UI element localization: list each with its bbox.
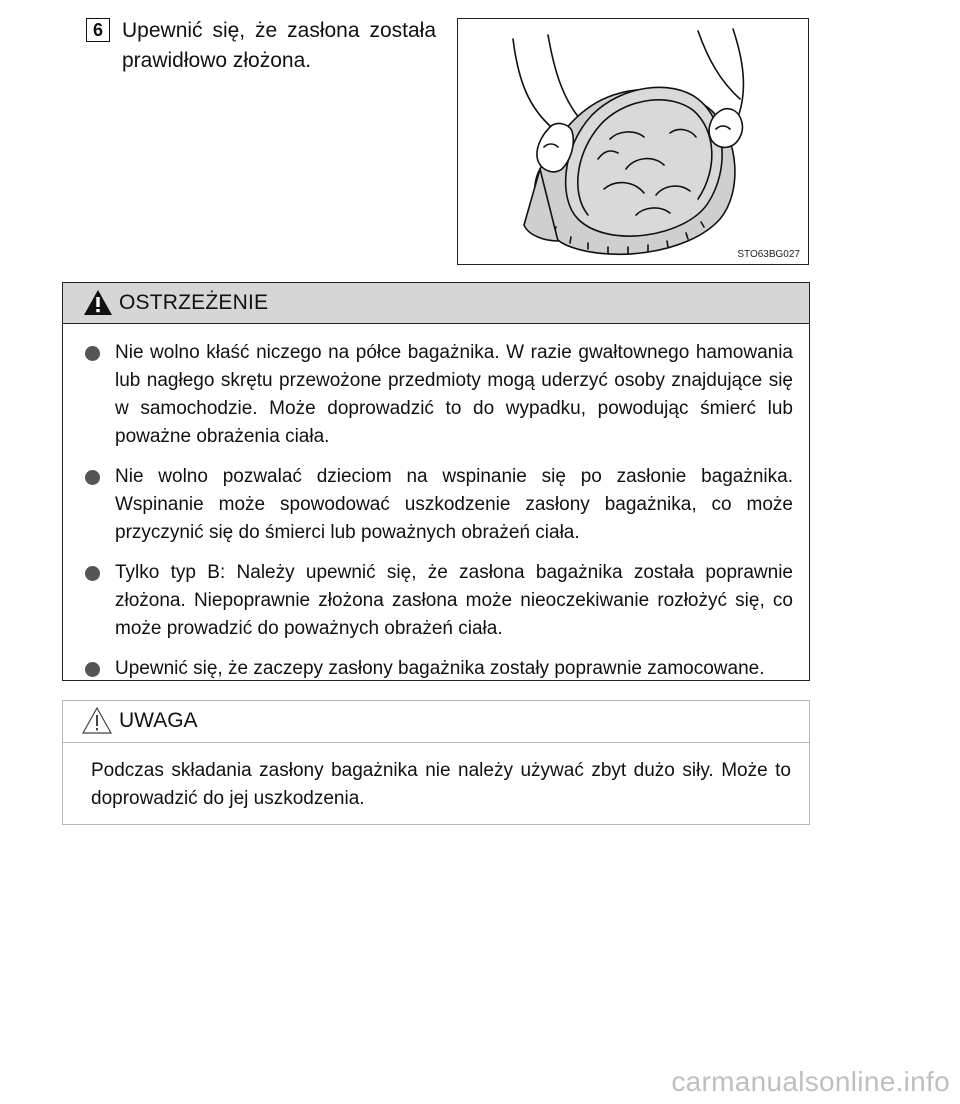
watermark: carmanualsonline.info (671, 1066, 950, 1097)
warning-item (63, 463, 811, 547)
warning-item-text: Nie wolno pozwalać dzieciom na wspinanie się po zasłonie bagażnika. Wspinanie może spowodować uszkodzenie zasłony bagażnika, co może przyczynić się do śmierci lub poważnych obrażeń ciała. (115, 466, 793, 543)
step-number-badge: 6 (86, 18, 110, 42)
folded-cover-illustration (458, 19, 807, 263)
bullet-icon (85, 470, 100, 485)
warning-header (63, 283, 809, 324)
bullet-icon (85, 662, 100, 677)
notice-box (62, 700, 810, 825)
warning-title: OSTRZEŻENIE (119, 291, 269, 314)
warning-box (62, 282, 810, 681)
warning-item-text: Upewnić się, że zaczepy zasłony bagażnika zostały poprawnie zamocowane. (115, 658, 765, 679)
warning-triangle-icon (83, 289, 113, 316)
notice-title: UWAGA (119, 709, 198, 732)
notice-header (63, 701, 809, 743)
caution-outline-icon (81, 706, 113, 735)
figure-code: STO63BG027 (737, 249, 800, 260)
illustration-figure (457, 18, 809, 265)
warning-item-text: Tylko typ B: Należy upewnić się, że zasłona bagażnika została poprawnie złożona. Niepoprawnie złożona zasłona może nieoczekiwanie rozłożyć się, co może prowadzić do poważnych obrażeń ciała. (115, 562, 793, 639)
warning-item (63, 559, 811, 643)
notice-text: Podczas składania zasłony bagażnika nie należy używać zbyt dużo siły. Może to doprowadzić do jej uszkodzenia. (91, 760, 791, 809)
warning-item (63, 655, 811, 683)
warning-item-text: Nie wolno kłaść niczego na półce bagażnika. W razie gwałtownego hamowania lub nagłego skrętu przewożone przedmioty mogą uderzyć osoby znajdujące się w samochodzie. Może doprowadzić to do wypadku, powodując śmierć lub poważne obrażenia ciała. (115, 342, 793, 447)
step-text: Upewnić się, że zasłona została prawidłowo złożona. (122, 19, 436, 72)
bullet-icon (85, 346, 100, 361)
bullet-icon (85, 566, 100, 581)
warning-item (63, 339, 811, 451)
warning-list (63, 339, 811, 695)
